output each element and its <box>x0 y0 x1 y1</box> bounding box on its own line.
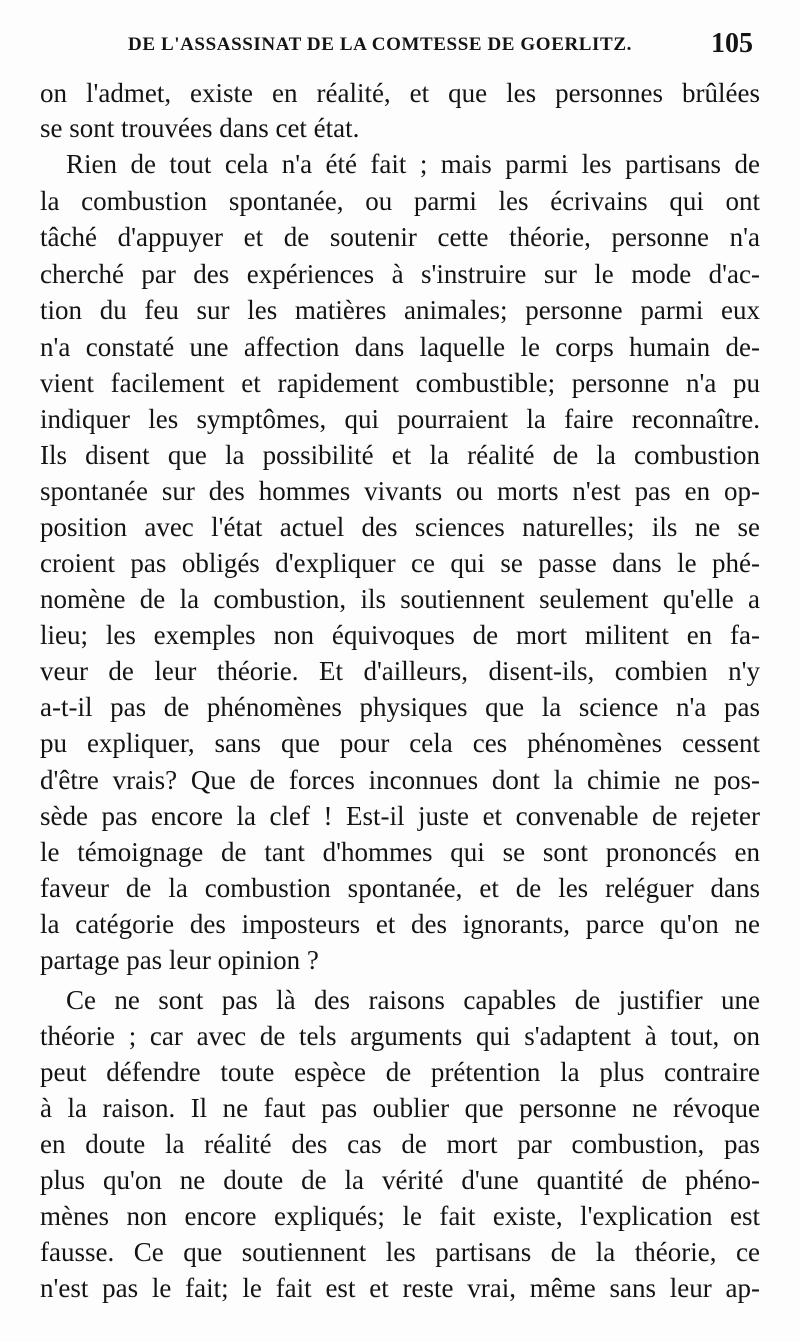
text-line: Ils disent que la possibilité et la réalité de la combustion <box>40 440 760 470</box>
text-line: se sont trouvées dans cet état. <box>40 113 360 143</box>
text-line: la catégorie des imposteurs et des ignorants, parce qu'on ne <box>40 909 760 939</box>
text-line: le témoignage de tant d'hommes qui se sont prononcés en <box>40 837 760 867</box>
text-line: la combustion spontanée, ou parmi les écrivains qui ont <box>40 186 760 216</box>
paragraph-first-line: Rien de tout cela n'a été fait ; mais parmi les partisans de <box>66 149 760 179</box>
running-title: DE L'ASSASSINAT DE LA COMTESSE DE GOERLITZ. <box>128 34 632 55</box>
text-line: peut défendre toute espèce de prétention la plus contraire <box>40 1057 760 1087</box>
text-line: on l'admet, existe en réalité, et que les personnes brûlées <box>40 78 760 108</box>
text-line: lieu; les exemples non équivoques de mort militent en fa- <box>40 620 760 650</box>
text-line: vient facilement et rapidement combustible; personne n'a pu <box>40 368 760 398</box>
text-line: veur de leur théorie. Et d'ailleurs, disent-ils, combien n'y <box>40 656 760 686</box>
paragraph-first-line: Ce ne sont pas là des raisons capables de justifier une <box>66 985 760 1015</box>
text-line: tion du feu sur les matières animales; personne parmi eux <box>40 295 760 325</box>
text-line: mènes non encore expliqués; le fait existe, l'explication est <box>40 1201 760 1231</box>
text-line: sède pas encore la clef ! Est-il juste et convenable de rejeter <box>40 801 760 831</box>
text-line: en doute la réalité des cas de mort par combustion, pas <box>40 1129 760 1159</box>
text-line: partage pas leur opinion ? <box>40 945 319 975</box>
text-line: plus qu'on ne doute de la vérité d'une quantité de phéno- <box>40 1165 760 1195</box>
text-line: tâché d'appuyer et de soutenir cette théorie, personne n'a <box>40 222 760 252</box>
text-line: position avec l'état actuel des sciences naturelles; ils ne se <box>40 512 760 542</box>
text-line: cherché par des expériences à s'instruire sur le mode d'ac- <box>40 259 760 289</box>
text-line: n'a constaté une affection dans laquelle le corps humain de- <box>40 332 760 362</box>
page-number: 105 <box>711 28 753 59</box>
text-line: fausse. Ce que soutiennent les partisans de la théorie, ce <box>40 1237 760 1267</box>
text-line: a-t-il pas de phénomènes physiques que la science n'a pas <box>40 692 760 722</box>
text-line: faveur de la combustion spontanée, et de les reléguer dans <box>40 873 760 903</box>
text-line: pu expliquer, sans que pour cela ces phénomènes cessent <box>40 728 760 758</box>
text-line: croient pas obligés d'expliquer ce qui se passe dans le phé- <box>40 548 760 578</box>
text-line: à la raison. Il ne faut pas oublier que personne ne révoque <box>40 1093 760 1123</box>
page-header <box>0 28 800 72</box>
text-line: d'être vrais? Que de forces inconnues dont la chimie ne pos- <box>40 765 760 795</box>
text-line: indiquer les symptômes, qui pourraient la faire reconnaître. <box>40 404 760 434</box>
text-line: n'est pas le fait; le fait est et reste vrai, même sans leur ap- <box>40 1273 760 1303</box>
text-line: spontanée sur des hommes vivants ou morts n'est pas en op- <box>40 476 760 506</box>
text-line: nomène de la combustion, ils soutiennent seulement qu'elle a <box>40 584 760 614</box>
text-line: théorie ; car avec de tels arguments qui s'adaptent à tout, on <box>40 1021 760 1051</box>
